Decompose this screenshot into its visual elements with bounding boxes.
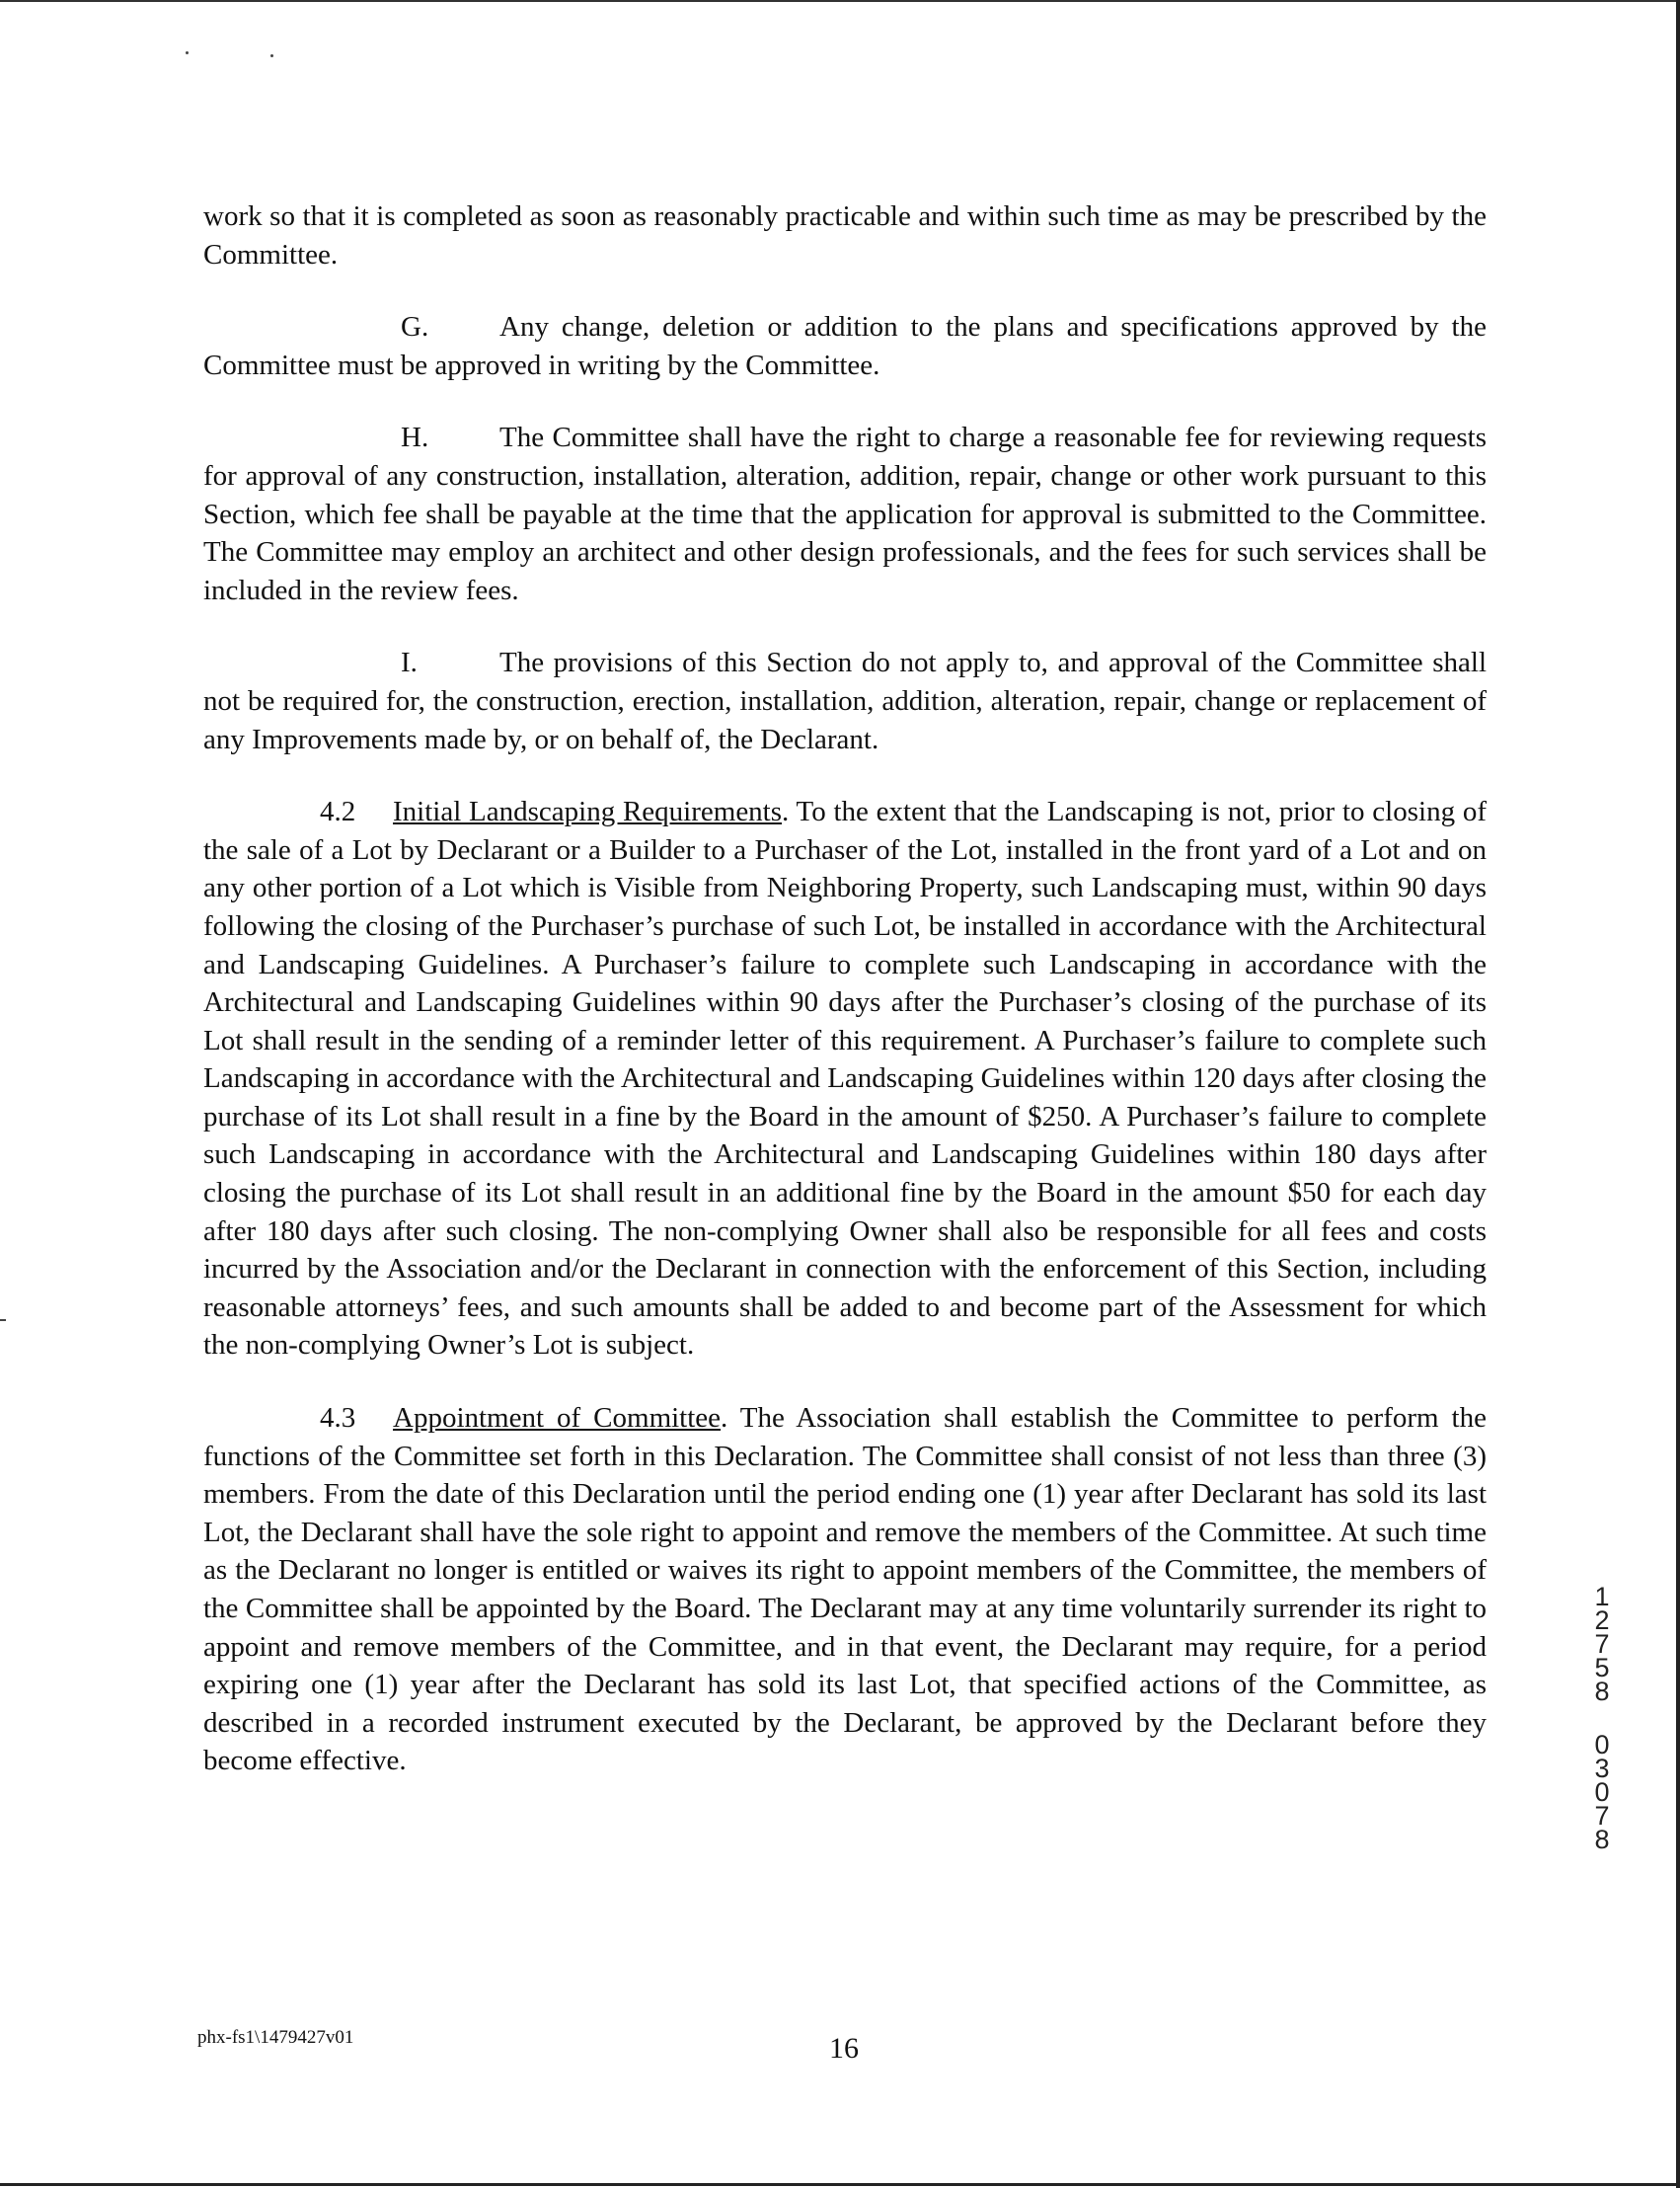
scan-border-bottom: [0, 2183, 1680, 2186]
scan-mark: [0, 1319, 6, 1321]
recording-digit: 1: [1594, 1582, 1610, 1611]
subsection-i-label: I.: [401, 647, 418, 679]
section-4-3-number: 4.3: [320, 1402, 356, 1435]
section-4-2-text: . To the extent that the Landscaping is not, prior to closing of the sale of a Lot by Declarant or a Builder to a Purchaser of the Lot, installed in the front yard of a Lot and on any other portion of a Lot which is Visible from Neighboring Property, such Landscaping must, within 90 days following the closing of the Purchaser’s purchase of such Lot, be installed in accordance with the Architectural and Landscaping Guidelines. A Purchaser’s failure to complete such Landscaping in accordance with the Architectural and Landscaping Guidelines within 90 days after the Purchaser’s closing of the purchase of its Lot shall result in the sending of a reminder letter of this requirement. A Purchaser’s failure to complete such Landscaping in accordance with the Architectural and Landscaping Guidelines within 120 days after closing the purchase of its Lot shall result in a fine by the Board in the amount of $250. A Purchaser’s failure to complete such Landscaping in accordance with the Architectural and Landscaping Guidelines within 180 days after closing the purchase of its Lot shall result in an additional fine by the Board in the amount $50 for each day after 180 days after such closing. The non-complying Owner shall also be responsible for all fees and costs incurred by the Association and/or the Declarant in connection with the enforcement of this Section, including reasonable attorneys’ fees, and such amounts shall be added to and become part of the Assessment for which the non-complying Owner’s Lot is subject.: [203, 796, 1487, 1362]
section-4-3: [203, 1399, 1487, 1780]
scan-speck: [186, 51, 189, 54]
document-body: [203, 197, 1487, 1815]
recording-digit: 0: [1594, 1730, 1610, 1759]
subsection-g-label: G.: [401, 311, 429, 344]
recording-digit: 7: [1594, 1801, 1610, 1831]
section-4-2-number: 4.2: [320, 796, 356, 828]
scan-border-right: [1676, 0, 1680, 2188]
subsection-i: [203, 644, 1487, 758]
recording-digit: 5: [1594, 1653, 1610, 1682]
section-4-2: [203, 793, 1487, 1365]
document-code: phx-fs1\1479427v01: [197, 2027, 354, 2048]
recording-digit: 2: [1594, 1605, 1610, 1635]
recording-digit: 8: [1594, 1677, 1610, 1706]
subsection-g: [203, 308, 1487, 384]
scan-border-top: [0, 0, 1680, 2]
recording-gap: [1587, 1703, 1617, 1733]
continuation-paragraph: work so that it is completed as soon as reasonably practicable and within such time as may be prescribed by the Committee.: [203, 200, 1487, 271]
subsection-g-text: Any change, deletion or addition to the plans and specifications approved by the Committee must be approved in writing by the Committee.: [203, 311, 1487, 381]
recording-digit: 0: [1594, 1777, 1610, 1807]
section-4-2-heading: Initial Landscaping Requirements: [393, 796, 783, 828]
recording-number-stamp: [1587, 1582, 1617, 1854]
recording-digit: 8: [1594, 1825, 1610, 1854]
scan-speck: [270, 54, 273, 57]
recording-digit: 7: [1594, 1629, 1610, 1659]
page-number: 16: [829, 2032, 859, 2065]
section-4-3-text: . The Association shall establish the Committee to perform the functions of the Committee set forth in this Declaration. The Committee shall consist of not less than three (3) members. From the date of this Declaration until the period ending one (1) year after Declarant has sold its last Lot, the Declarant shall have the sole right to appoint and remove the members of the Committee. At such time as the Declarant no longer is entitled or waives its right to appoint members of the Committee, the members of the Committee shall be appointed by the Board. The Declarant may at any time voluntarily surrender its right to appoint and remove members of the Committee, and in that event, the Declarant may require, for a period expiring one (1) year after the Declarant has sold its last Lot, that specified actions of the Committee, as described in a recorded instrument executed by the Declarant, be approved by the Declarant before they become effective.: [203, 1402, 1487, 1777]
subsection-h-text: The Committee shall have the right to charge a reasonable fee for reviewing requests for approval of any construction, installation, alteration, addition, repair, change or other work pursuant to this Section, which fee shall be payable at the time that the application for approval is submitted to the Committee. The Committee may employ an architect and other design professionals, and the fees for such services shall be included in the review fees.: [203, 422, 1487, 606]
recording-digit: 3: [1594, 1754, 1610, 1783]
subsection-h: [203, 419, 1487, 609]
section-4-3-heading: Appointment of Committee: [393, 1402, 722, 1435]
subsection-h-label: H.: [401, 422, 429, 454]
subsection-i-text: The provisions of this Section do not apply to, and approval of the Committee shall not be required for, the construction, erection, installation, addition, alteration, repair, change or replacement of any Improvements made by, or on behalf of, the Declarant.: [203, 647, 1487, 755]
